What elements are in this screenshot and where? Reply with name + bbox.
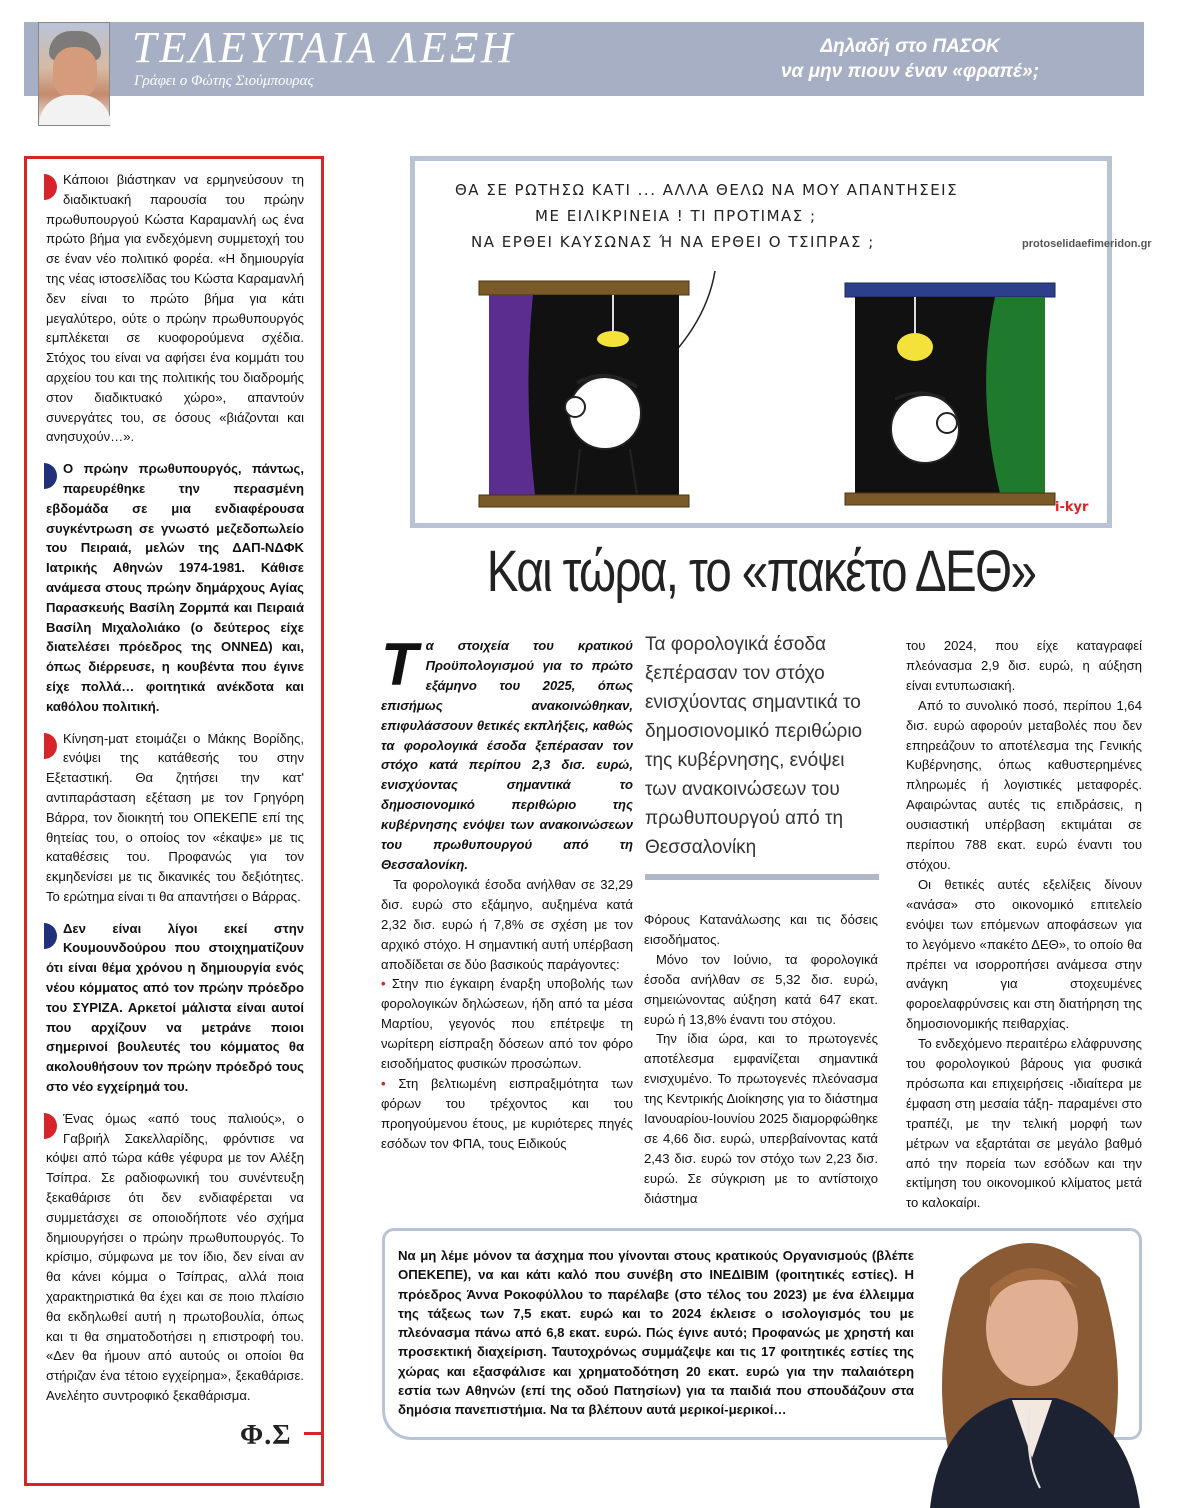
signature-line — [304, 1432, 322, 1435]
teaser-line-1: Δηλαδή στο ΠΑΣΟΚ — [820, 36, 1000, 57]
article-paragraph: Οι θετικές αυτές εξελίξεις δίνουν «ανάσα» στο οικονομικό επιτελείο ενόψει των επόμενων αποφάσεων για το λεγόμενο «πακέτο ΔΕΘ», το οποίο θα πρέπει να ισορροπήσει ανάμεσα στην ανάγκη για στοχευμένες φοροελαφρύνσεις και στη διατήρηση της δημοσιονομικής πειθαρχίας. — [906, 876, 1142, 1032]
bullet-icon: • — [381, 1075, 386, 1091]
article-headline: Και τώρα, το «πακέτο ΔΕΘ» — [486, 539, 1036, 604]
bottom-note-text: Να μη λέμε μόνον τα άσχημα που γίνονται στους κρατικούς Οργανισμούς (βλέπε ΟΠΕΚΕΠΕ), να και κάτι καλό που συνέβη στο ΙΝΕΔΙΒΙΜ (φοιτητικές εστίες). Η πρόεδρος Άννα Ροκοφύλλου το παρέλαβε (στο τέλος του 2023) με ένα έλλειμμα της τάξεως των 7,5 εκατ. ευρώ και το 2024 έκλεισε ο ισολογισμός του με πλεόνασμα πάνω από 6,8 εκατ. ευρώ. Πώς έγινε αυτό; Προφανώς με χρηστή και προσεκτική διαχείριση. Ταυτοχρόνως συμμάζεψε και τις 17 φοιτητικές εστίες της χώρας και εξασφάλισε και χρηματοδότηση 20 εκατ. ευρώ για την παλαιότερη εστία των Αθηνών (επί της οδού Πατησίων) για τα παιδιά που σπουδάζουν στα δημόσια πανεπιστήμια. Να τα βλέπουν αυτά μερικοί-μερικοί… — [398, 1248, 914, 1418]
red-bullet-icon — [44, 733, 57, 759]
left-paragraph-1: Κάποιοι βιάστηκαν να ερμηνεύσουν τη διαδικτυακή παρουσία του πρώην πρωθυπουργού Κώστα Καραμανλή ως ένα πρώτο βήμα για ενδεχόμενη συμμετοχή του σε έναν νέο πολιτικό φορέα. «Η δημιουργία της νέας ιστοσελίδας του Κώστα Καραμανλή δεν είναι το πρώτο βήμα για κάτι μεγαλύτερο, ούτε ο πρώην πρωθυπουργός εμπλέκεται σε κυοφορούμενα σχέδια. Στόχος του είναι να αφήσει ένα κομμάτι του αρχείου του και της πολιτικής του διαδρομής στον διαδικτυακό χώρο», απαντούν συνεργάτες του, σε όσους «βιάζονται και ανησυχούν…». — [46, 172, 304, 445]
cartoon — [410, 156, 1112, 528]
speech-line-2: ΜΕ ΕΙΛΙΚΡΙΝΕΙΑ ! ΤΙ ΠΡΟΤΙΜΑΣ ; — [535, 207, 817, 225]
article-column-1 — [381, 631, 634, 1154]
article-column-3 — [906, 636, 1142, 1213]
left-paragraph-3: Κίνηση-ματ ετοιμάζει ο Μάκης Βορίδης, ενόψει της κατάθεσής του στην Εξεταστική. Θα ζητήσει την κατ' αντιπαράσταση εξέταση με τον Γρηγόρη Βάρρα, τον διοικητή του ΟΠΕΚΕΠΕ επί της θητείας του, ο οποίος τον «έκαψε» με τις καταθέσεις του. Προφανώς για τον εκμηδενίσει με τις δικανικές του δεξιότητες. Το ερώτημα είναι τι θα απαντήσει ο Βάρρας. — [46, 730, 304, 904]
left-paragraph-5: Ένας όμως «από τους παλιούς», ο Γαβριήλ Σακελλαρίδης, φρόντισε να κόψει από τώρα κάθε γέφυρα με τον Αλέξη Τσίπρα. Σε ραδιοφωνική του συνέντευξη ξεκαθάρισε ότι δεν ενδιαφέρεται να συμμετάσχει σε οποιοδήποτε νέο σχήμα δημιουργήσει ο πρώην πρωθυπουργός. Το κρίσιμο, σύμφωνα με τον ίδιο, δεν είναι αν θα κάνει κόμμα ο Τσίπρας, αλλά ποια χαρακτηριστικά θα έχει και σε ποιο πλαίσιο θα εκδηλωθεί αυτή η πρωτοβουλία, όπως και τι θα σηματοδοτήσει η επιστροφή του. «Δεν θα ήμουν από αυτούς οι οποίοι θα στήριζαν ένα τέτοιο εγχείρημα», ξεκαθάρισε. Ανελέητο συντροφικό ξεκαθάρισμα. — [46, 1110, 304, 1404]
left-paragraph-2: Ο πρώην πρωθυπουργός, πάντως, παρευρέθηκε την περασμένη εβδομάδα σε μια ενδιαφέρουσα συγκέντρωση σε γνωστό μεζεδοπωλείο του Πειραιά, μελών της ΔΑΠ-ΝΔΦΚ Ιατρικής Αθηνών 1974-1981. Κάθισε ανάμεσα στους πρώην δημάρχους Αγίας Παρασκευής Βασίλη Ζορμπά και Πειραιά Βασίλη Μιχαλολιάκο (ο δεύτερος είχε διατελέσει πρόεδρος της ΟΝΝΕΔ) και, όπως διέρρευσε, η κουβέντα που έγινε είχε πολλά… φοιτητικά ανέκδοτα και καθόλου πολιτική. — [46, 461, 304, 714]
right-window — [845, 283, 1055, 505]
column-title: ΤΕΛΕΥΤΑΙΑ ΛΕΞΗ — [132, 23, 516, 72]
article-paragraph: Από το συνολικό ποσό, περίπου 1,64 δισ. ευρώ αφορούν μεταβολές που δεν επηρεάζουν το αποτέλεσμα της Γενικής Κυβέρνησης, όπως καθυστερημένες πληρωμές ή λογιστικές μεταφορές. Αφαιρώντας αυτές τις επιδράσεις, η ουσιαστική υπέρβαση εκτιμάται σε περίπου 788 εκατ. ευρώ έναντι του στόχου. — [906, 697, 1142, 872]
article-bullet-2: • Στη βελτιωμένη εισπραξιμότητα των φόρων του τρέχοντος και του προηγούμενου έτους, με κυριότερες πηγές εσόδων τον ΦΠΑ, τους Ειδικούς — [381, 1075, 633, 1151]
byline: Γράφει ο Φώτης Σιούμπουρας — [134, 73, 314, 89]
article-intro: Τα στοιχεία του κρατικού Προϋπολογισμού για το πρώτο εξάμηνο του 2025, όπως επισήμως ανακοινώθηκαν, επιφυλάσσουν θετικές εκπλήξεις, καθώς τα φορολογικά έσοδα ξεπέρασαν τον στόχο κατά περίπου 2,3 δισ. ευρώ, ενισχύοντας σημαντικά το δημοσιονομικό περιθώριο της κυβέρνησης ενόψει των ανακοινώσεων του πρωθυπουργού από τη Θεσσαλονίκη. — [381, 631, 633, 872]
pull-quote: Τα φορολογικά έσοδα ξεπέρασαν τον στόχο ενισχύοντας σημαντικά το δημοσιονομικό περιθώριο της κυβέρνησης, ενόψει των ανακοινώσεων του πρωθυπουργού από τη Θεσσαλονίκη — [645, 634, 863, 858]
article-paragraph: του 2024, που είχε καταγραφεί πλεόνασμα 2,9 δισ. ευρώ, η αύξηση είναι εντυπωσιακή. — [906, 638, 1142, 693]
article-column-2 — [644, 910, 878, 1209]
article-paragraph: Την ίδια ώρα, και το πρωτογενές αποτέλεσμα εμφανίζεται σημαντικά ενισχυμένο. Το πρωτογενές πλεόνασμα της Κεντρικής Διοίκησης για το διάστημα Ιανουαρίου-Ιουνίου 2025 διαμορφώθηκε σε 4,66 δισ. ευρώ, υπερβαίνοντας κατά 2,43 δισ. ευρώ τον στόχο των 2,23 δισ. ευρώ. Σε σύγκριση με το αντίστοιχο διάστημα — [644, 1031, 878, 1206]
cartoon-drawing — [415, 161, 1107, 523]
speech-line-1: ΘΑ ΣΕ ΡΩΤΗΣΩ ΚΑΤΙ ... ΑΛΛΑ ΘΕΛΩ ΝΑ ΜΟΥ ΑΠΑΝΤΗΣΕΙΣ — [455, 181, 959, 199]
left-column-text — [46, 170, 304, 1418]
watermark: protoselidaefimeridon.gr — [1022, 238, 1152, 250]
article-bullet-1: • Στην πιο έγκαιρη έναρξη υποβολής των φορολογικών δηλώσεων, ήδη από τα μέσα Μαρτίου, γεγονός που επέτρεψε τη νωρίτερη είσπραξη δόσεων από τον φόρο εισοδήματος φυσικών προσώπων. — [381, 976, 634, 1072]
article-paragraph: Φόρους Κατανάλωσης και τις δόσεις εισοδήματος. — [644, 912, 878, 947]
columnist-photo — [38, 22, 110, 126]
bullet-icon: • — [381, 976, 386, 992]
artist-signature: i-kyr — [1055, 500, 1089, 515]
left-window — [479, 281, 689, 507]
pull-quote-divider — [645, 874, 879, 880]
article-paragraph: Το ενδεχόμενο περαιτέρω ελάφρυνσης του φορολογικού βάρους για φυσικά πρόσωπα και επιχειρήσεις -ιδιαίτερα με έμφαση στη μεσαία τάξη- παραμένει στο τραπέζι, με την τελική μορφή των μέτρων να εξαρτάται σε μεγάλο βαθμό από την πορεία των εσόδων και την εκτίμηση του οικονομικού κλίματος μετά το καλοκαίρι. — [906, 1036, 1142, 1211]
red-bullet-icon — [44, 1113, 57, 1139]
speech-line-3: ΝΑ ΕΡΘΕΙ ΚΑΥΣΩΝΑΣ Ή ΝΑ ΕΡΘΕΙ Ο ΤΣΙΠΡΑΣ ; — [471, 233, 875, 251]
signature: Φ.Σ — [240, 1420, 292, 1451]
header-teaser — [740, 34, 1080, 84]
blue-bullet-icon — [44, 463, 57, 489]
article-paragraph: Τα φορολογικά έσοδα ανήλθαν σε 32,29 δισ. ευρώ στο εξάμηνο, αυξημένα κατά 2,32 δισ. ευρώ ή 7,8% σε σχέση με τον αρχικό στόχο. Η σημαντική αυτή υπέρβαση αποδίδεται σε δύο βασικούς παράγοντες: — [381, 876, 633, 972]
dropcap: Τ — [381, 631, 418, 698]
red-bullet-icon — [44, 174, 57, 200]
blue-bullet-icon — [44, 923, 57, 949]
left-paragraph-4: Δεν είναι λίγοι εκεί στην Κουμουνδούρου που στοιχηματίζουν ότι είναι θέμα χρόνου η δημιουργία ενός νέου κόμματος από τον πρώην πρόεδρο του ΣΥΡΙΖΑ. Αρκετοί μάλιστα είναι αυτοί που αρχίζουν να μετράνε ποιοι σημερινοί βουλευτές του κόμματος θα ακολουθήσουν τον πρώην πρόεδρό τους στο νέο εγχείρημά του. — [46, 920, 304, 1095]
teaser-line-2: να μην πιουν έναν «φραπέ»; — [780, 61, 1040, 82]
article-paragraph: Μόνο τον Ιούνιο, τα φορολογικά έσοδα ανήλθαν σε 5,32 δισ. ευρώ, σημειώνοντας αύξηση κατά 647 εκατ. ευρώ ή 13,8% έναντι του στόχου. — [644, 951, 878, 1027]
portrait-photo — [900, 1218, 1170, 1508]
